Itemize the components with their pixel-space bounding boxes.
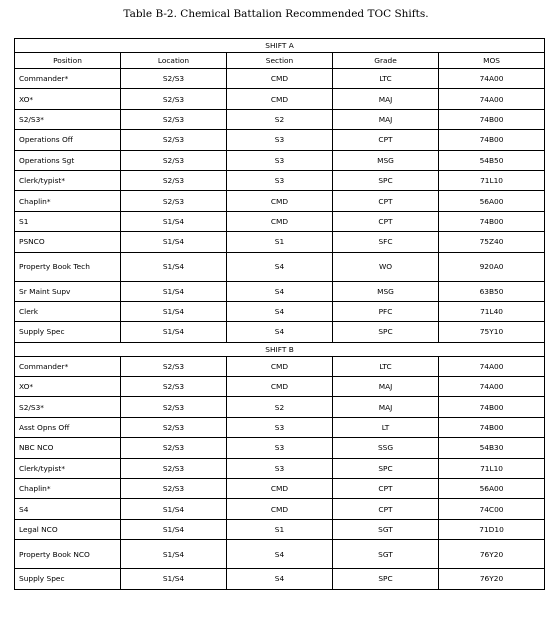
section-cell: S4 xyxy=(227,301,333,321)
location-cell: S1/S4 xyxy=(121,281,227,301)
section-cell: CMD xyxy=(227,89,333,109)
shift-a-section xyxy=(15,39,545,343)
shift-b-section xyxy=(15,342,545,589)
position-cell: Legal NCO xyxy=(15,519,121,539)
table-row xyxy=(15,109,545,129)
table-row xyxy=(15,397,545,417)
mos-cell: 74B00 xyxy=(439,397,545,417)
location-cell: S1/S4 xyxy=(121,540,227,569)
grade-cell: MAJ xyxy=(333,397,439,417)
table-row xyxy=(15,540,545,569)
position-cell: S1 xyxy=(15,211,121,231)
location-cell: S2/S3 xyxy=(121,438,227,458)
grade-cell: MAJ xyxy=(333,89,439,109)
location-cell: S1/S4 xyxy=(121,211,227,231)
section-cell: S3 xyxy=(227,417,333,437)
position-cell: Property Book Tech xyxy=(15,252,121,281)
section-cell: S3 xyxy=(227,458,333,478)
position-cell: S2/S3* xyxy=(15,109,121,129)
section-cell: S4 xyxy=(227,322,333,342)
table-row xyxy=(15,356,545,376)
table-row xyxy=(15,252,545,281)
section-cell: S4 xyxy=(227,569,333,589)
section-cell: S1 xyxy=(227,519,333,539)
grade-cell: LTC xyxy=(333,356,439,376)
section-cell: S4 xyxy=(227,281,333,301)
mos-cell: 54B30 xyxy=(439,438,545,458)
mos-cell: 74C00 xyxy=(439,499,545,519)
grade-cell: SGT xyxy=(333,540,439,569)
grade-cell: SFC xyxy=(333,232,439,252)
location-cell: S2/S3 xyxy=(121,397,227,417)
toc-shifts-table xyxy=(14,38,545,590)
grade-cell: CPT xyxy=(333,479,439,499)
shift-b-title: SHIFT B xyxy=(15,342,545,356)
position-cell: Property Book NCO xyxy=(15,540,121,569)
mos-cell: 56A00 xyxy=(439,479,545,499)
grade-cell: SPC xyxy=(333,458,439,478)
header-section: Section xyxy=(227,53,333,69)
section-cell: S2 xyxy=(227,397,333,417)
position-cell: S2/S3* xyxy=(15,397,121,417)
section-cell: S3 xyxy=(227,170,333,190)
location-cell: S1/S4 xyxy=(121,252,227,281)
header-grade: Grade xyxy=(333,53,439,69)
table-row xyxy=(15,479,545,499)
location-cell: S1/S4 xyxy=(121,499,227,519)
mos-cell: 74A00 xyxy=(439,356,545,376)
section-cell: CMD xyxy=(227,211,333,231)
position-cell: S4 xyxy=(15,499,121,519)
location-cell: S2/S3 xyxy=(121,191,227,211)
grade-cell: SPC xyxy=(333,569,439,589)
shift-a-title-row xyxy=(15,39,545,53)
location-cell: S2/S3 xyxy=(121,170,227,190)
mos-cell: 74A00 xyxy=(439,89,545,109)
location-cell: S2/S3 xyxy=(121,356,227,376)
grade-cell: CPT xyxy=(333,191,439,211)
table-row xyxy=(15,69,545,89)
grade-cell: MSG xyxy=(333,281,439,301)
table-caption: Table B-2. Chemical Battalion Recommended TOC Shifts. xyxy=(123,8,429,20)
table-row xyxy=(15,281,545,301)
location-cell: S2/S3 xyxy=(121,109,227,129)
position-cell: NBC NCO xyxy=(15,438,121,458)
position-cell: Sr Maint Supv xyxy=(15,281,121,301)
mos-cell: 76Y20 xyxy=(439,569,545,589)
table-row xyxy=(15,499,545,519)
mos-cell: 71L10 xyxy=(439,170,545,190)
position-cell: Chaplin* xyxy=(15,191,121,211)
section-cell: CMD xyxy=(227,377,333,397)
position-cell: XO* xyxy=(15,377,121,397)
grade-cell: MSG xyxy=(333,150,439,170)
grade-cell: SSG xyxy=(333,438,439,458)
location-cell: S1/S4 xyxy=(121,569,227,589)
grade-cell: SGT xyxy=(333,519,439,539)
table-row xyxy=(15,569,545,589)
position-cell: Operations Sgt xyxy=(15,150,121,170)
section-cell: CMD xyxy=(227,356,333,376)
location-cell: S2/S3 xyxy=(121,479,227,499)
location-cell: S2/S3 xyxy=(121,69,227,89)
grade-cell: SPC xyxy=(333,322,439,342)
mos-cell: 74A00 xyxy=(439,377,545,397)
mos-cell: 71L40 xyxy=(439,301,545,321)
table-row xyxy=(15,322,545,342)
section-cell: CMD xyxy=(227,479,333,499)
shift-a-title: SHIFT A xyxy=(15,39,545,53)
location-cell: S2/S3 xyxy=(121,458,227,478)
section-cell: S2 xyxy=(227,109,333,129)
position-cell: Commander* xyxy=(15,356,121,376)
position-cell: Clerk xyxy=(15,301,121,321)
mos-cell: 75Z40 xyxy=(439,232,545,252)
header-location: Location xyxy=(121,53,227,69)
table-row xyxy=(15,130,545,150)
position-cell: Clerk/typist* xyxy=(15,458,121,478)
grade-cell: WO xyxy=(333,252,439,281)
table-row xyxy=(15,438,545,458)
location-cell: S2/S3 xyxy=(121,150,227,170)
location-cell: S1/S4 xyxy=(121,232,227,252)
location-cell: S2/S3 xyxy=(121,377,227,397)
grade-cell: LT xyxy=(333,417,439,437)
table-row xyxy=(15,519,545,539)
table-row xyxy=(15,170,545,190)
header-mos: MOS xyxy=(439,53,545,69)
section-cell: S1 xyxy=(227,232,333,252)
shift-b-title-row xyxy=(15,342,545,356)
mos-cell: 76Y20 xyxy=(439,540,545,569)
mos-cell: 74B00 xyxy=(439,130,545,150)
mos-cell: 74A00 xyxy=(439,69,545,89)
position-cell: XO* xyxy=(15,89,121,109)
mos-cell: 75Y10 xyxy=(439,322,545,342)
column-header-row xyxy=(15,53,545,69)
grade-cell: LTC xyxy=(333,69,439,89)
section-cell: S3 xyxy=(227,150,333,170)
header-position: Position xyxy=(15,53,121,69)
grade-cell: MAJ xyxy=(333,109,439,129)
position-cell: Operations Off xyxy=(15,130,121,150)
section-cell: S4 xyxy=(227,252,333,281)
position-cell: Commander* xyxy=(15,69,121,89)
grade-cell: SPC xyxy=(333,170,439,190)
table-row xyxy=(15,150,545,170)
location-cell: S2/S3 xyxy=(121,417,227,437)
table-row xyxy=(15,458,545,478)
position-cell: Chaplin* xyxy=(15,479,121,499)
grade-cell: CPT xyxy=(333,211,439,231)
grade-cell: CPT xyxy=(333,130,439,150)
mos-cell: 54B50 xyxy=(439,150,545,170)
position-cell: Clerk/typist* xyxy=(15,170,121,190)
grade-cell: CPT xyxy=(333,499,439,519)
position-cell: PSNCO xyxy=(15,232,121,252)
location-cell: S1/S4 xyxy=(121,322,227,342)
location-cell: S1/S4 xyxy=(121,519,227,539)
grade-cell: MAJ xyxy=(333,377,439,397)
location-cell: S2/S3 xyxy=(121,130,227,150)
mos-cell: 74B00 xyxy=(439,211,545,231)
table-row xyxy=(15,89,545,109)
mos-cell: 63B50 xyxy=(439,281,545,301)
section-cell: CMD xyxy=(227,69,333,89)
position-cell: Supply Spec xyxy=(15,322,121,342)
table-row xyxy=(15,211,545,231)
section-cell: S3 xyxy=(227,438,333,458)
section-cell: S4 xyxy=(227,540,333,569)
section-cell: S3 xyxy=(227,130,333,150)
mos-cell: 920A0 xyxy=(439,252,545,281)
table-row xyxy=(15,191,545,211)
position-cell: Asst Opns Off xyxy=(15,417,121,437)
mos-cell: 56A00 xyxy=(439,191,545,211)
mos-cell: 71D10 xyxy=(439,519,545,539)
mos-cell: 74B00 xyxy=(439,417,545,437)
section-cell: CMD xyxy=(227,499,333,519)
location-cell: S2/S3 xyxy=(121,89,227,109)
table-row xyxy=(15,301,545,321)
mos-cell: 74B00 xyxy=(439,109,545,129)
section-cell: CMD xyxy=(227,191,333,211)
location-cell: S1/S4 xyxy=(121,301,227,321)
mos-cell: 71L10 xyxy=(439,458,545,478)
table-row xyxy=(15,377,545,397)
table-row xyxy=(15,417,545,437)
grade-cell: PFC xyxy=(333,301,439,321)
table-row xyxy=(15,232,545,252)
position-cell: Supply Spec xyxy=(15,569,121,589)
